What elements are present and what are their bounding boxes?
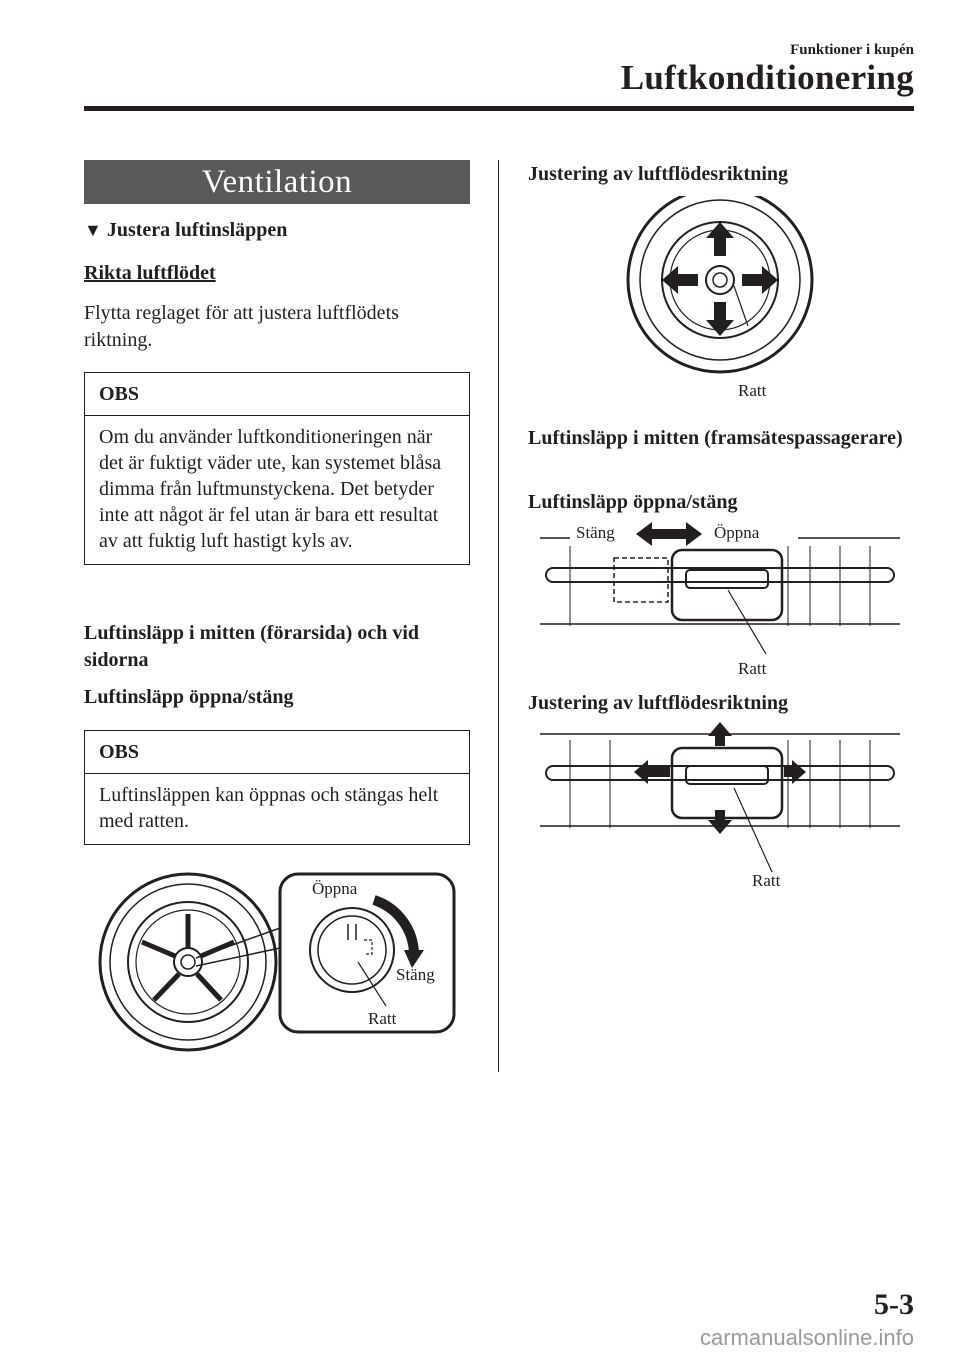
open-close-heading-left: Luftinsläpp öppna/stäng: [84, 686, 294, 708]
note-box-1: [84, 372, 470, 565]
rect-vent-direction-figure: [540, 722, 910, 894]
knob-label: Ratt: [752, 871, 781, 890]
knob-label: Ratt: [738, 381, 767, 400]
round-vent-open-close-figure: [96, 858, 466, 1058]
note-title: OBS: [85, 731, 469, 774]
note-text: Om du använder luftkonditioneringen när det är fuktigt väder ute, kan systemet blåsa dimma från luftmunstyckena. Det betyder inte att något är fel utan är bara ett resultat av att fuktig luft hastigt kyls av.: [99, 426, 442, 552]
triangle-marker-icon: ▼: [84, 220, 102, 240]
knob-label: Ratt: [368, 1009, 397, 1028]
note-text: Luftinsläppen kan öppnas och stängas helt med ratten.: [99, 784, 439, 832]
round-vent-direction-figure: [620, 196, 820, 406]
open-label: Öppna: [714, 523, 760, 542]
close-label: Stäng: [396, 965, 435, 984]
page-number: 5-3: [874, 1288, 914, 1321]
header-rule: [84, 106, 914, 111]
subsection-title: Justera luftinsläppen: [106, 219, 288, 241]
direct-airflow-heading: Rikta luftflödet: [84, 262, 216, 284]
center-side-vents-heading: Luftinsläpp i mitten (förarsida) och vid sidorna: [84, 622, 420, 671]
subsection-heading: [84, 219, 287, 242]
page-title: Luftkonditionering: [620, 58, 914, 97]
note-title: OBS: [85, 373, 469, 416]
open-label: Öppna: [312, 879, 358, 898]
watermark: carmanualsonline.info: [699, 1325, 914, 1350]
note-box-2: [84, 730, 470, 845]
direct-airflow-text: Flytta reglaget för att justera luftflödets riktning.: [84, 302, 399, 351]
passenger-vent-heading: Luftinsläpp i mitten (framsätespassagerare): [528, 427, 903, 449]
open-close-heading-right: Luftinsläpp öppna/stäng: [528, 491, 738, 513]
section-label: Funktioner i kupén: [790, 42, 914, 58]
direction-heading-1: Justering av luftflödesriktning: [528, 163, 789, 185]
close-label: Stäng: [576, 523, 615, 542]
direction-heading-2: Justering av luftflödesriktning: [528, 692, 789, 714]
knob-label: Ratt: [738, 659, 767, 678]
column-divider: [498, 160, 499, 1072]
rect-vent-open-close-figure: [540, 516, 910, 686]
section-banner: Ventilation: [84, 160, 470, 204]
